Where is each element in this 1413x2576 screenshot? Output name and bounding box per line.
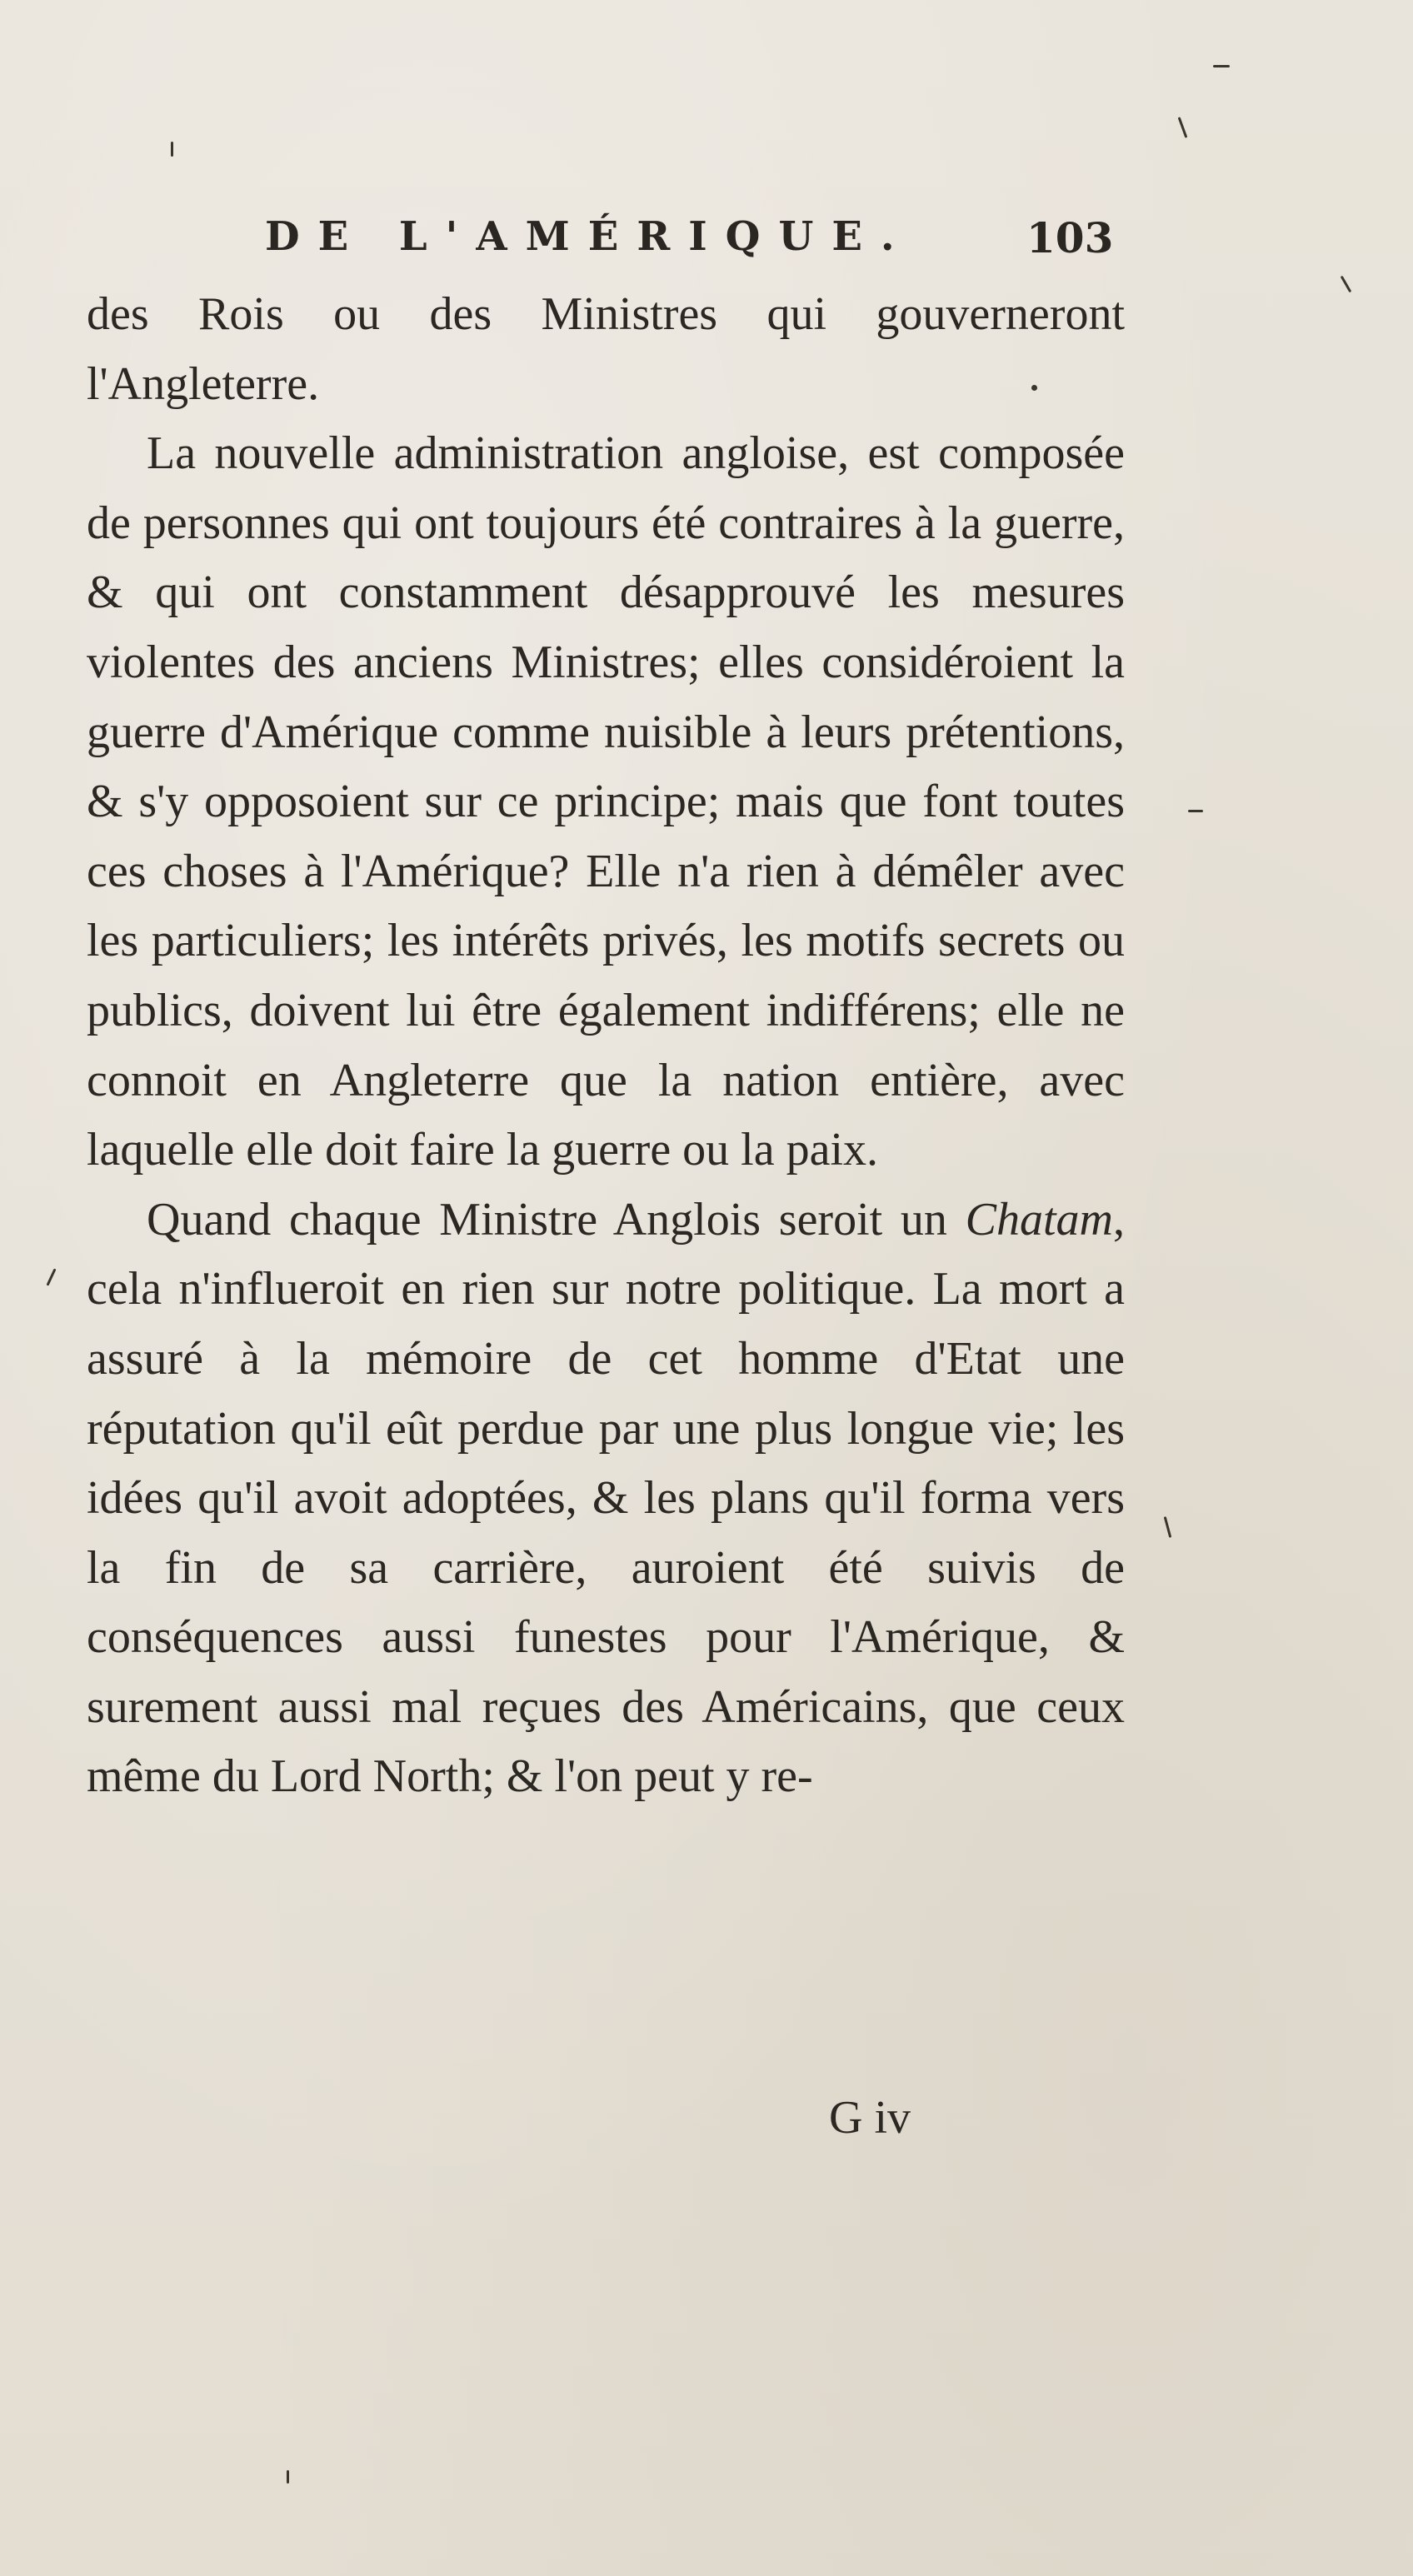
- ink-speck: [1213, 65, 1230, 67]
- paragraph-administration: La nouvelle administration angloise, est composée de personnes qui ont toujours été contraires à la guerre, & qui ont constamment désapprouvé les mesures violentes des anciens Ministres; elles considéroient la guerre d'Amérique comme nuisible à leurs prétentions, & s'y opposoient sur ce principe; mais que font toutes ces choses à l'Amérique? Elle n'a rien à démêler avec les particuliers; les intérêts privés, les motifs secrets ou publics, doivent lui être également indifférens; elle ne connoit en Angleterre que la nation entière, avec laquelle elle doit faire la guerre ou la paix.: [87, 427, 1125, 1176]
- running-head: [0, 198, 1413, 273]
- paragraph-chatam-rest: , cela n'influeroit en rien sur notre politique. La mort a assuré à la mémoire de cet homme d'Etat une réputation qu'il eût perdue par une plus longue vie; les idées qu'il avoit adoptées, & les plans qu'il forma vers la fin de sa carrière, auroient été suivis de conséquences aussi funestes pour l'Amérique, & surement aussi mal reçues des Américains, que ceux même du Lord North; & l'on peut y re-: [87, 1193, 1125, 1803]
- running-head-title: DE L'AMÉRIQUE.: [265, 213, 913, 260]
- ink-speck: [46, 1268, 56, 1286]
- ink-speck: [171, 142, 173, 157]
- ink-speck: [1164, 1516, 1172, 1538]
- paragraph-chatam: [87, 1186, 1125, 1812]
- paragraph-continuation: des Rois ou des Ministres qui gouverneront l'Angleterre.: [87, 288, 1125, 410]
- page-number: 103: [1026, 213, 1114, 262]
- ink-speck: [1031, 385, 1037, 391]
- italic-name-chatam: Chatam: [965, 1193, 1113, 1246]
- ink-speck: [1178, 117, 1188, 137]
- ink-speck: [1188, 810, 1203, 812]
- body-text: [87, 280, 1125, 1812]
- ink-speck: [287, 2470, 289, 2484]
- paragraph-chatam-lead: Quand chaque Ministre Anglois seroit un: [147, 1193, 966, 1246]
- ink-speck: [1341, 276, 1352, 293]
- signature-mark: G iv: [829, 2092, 911, 2144]
